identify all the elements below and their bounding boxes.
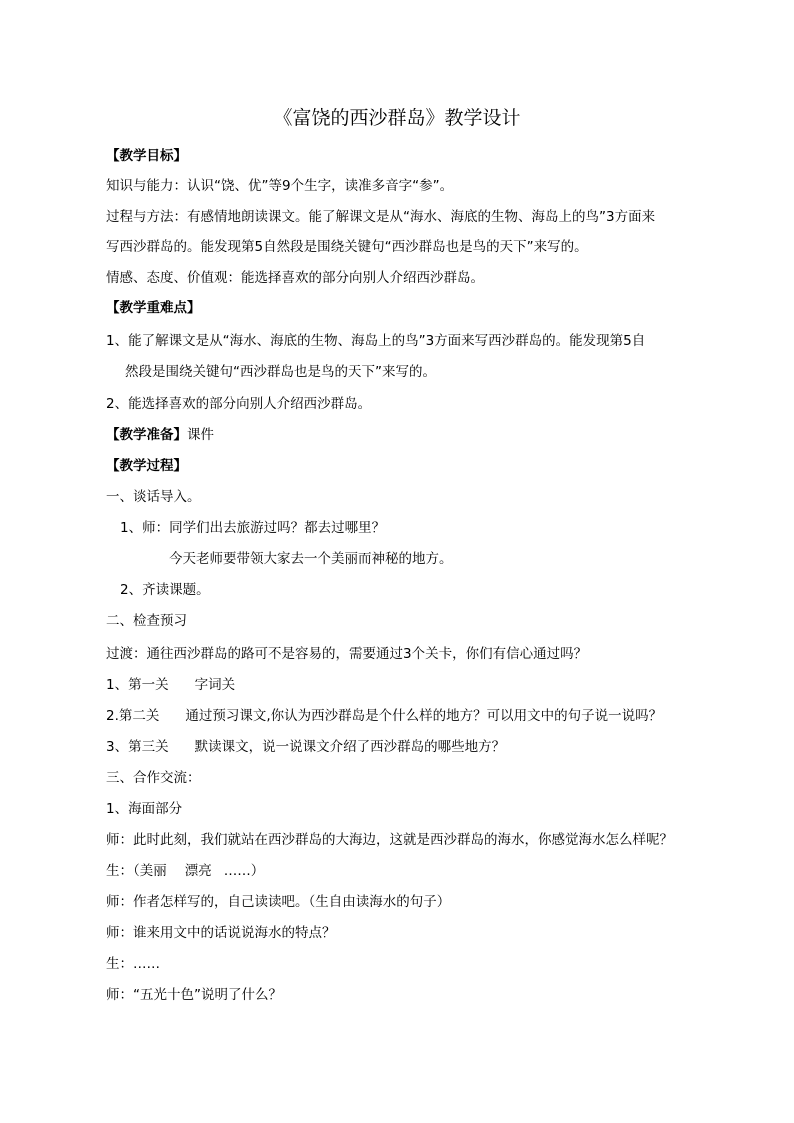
key-point-1-line-1: 1、能了解课文是从“海水、海底的生物、海岛上的鸟”3方面来写西沙群岛的。能发现第5自 bbox=[106, 333, 646, 349]
document-title: 《富饶的西沙群岛》教学设计 bbox=[273, 107, 521, 129]
gate-2-text: 通过预习课文,你认为西沙群岛是个什么样的地方？可以用文中的句子说一说吗？ bbox=[185, 708, 663, 724]
gate-1 bbox=[106, 674, 235, 696]
preparation-line bbox=[106, 424, 214, 446]
process-heading: 【教学过程】 bbox=[106, 458, 187, 474]
gate-1-label: 1、第一关 bbox=[106, 677, 169, 693]
teacher-line-1: 师：此时此刻，我们就站在西沙群岛的大海边，这就是西沙群岛的海水，你感觉海水怎么样呢？ bbox=[106, 832, 673, 848]
answer-1-prefix: 生：（美丽 bbox=[106, 863, 167, 879]
section-1-item-1-continued: 今天老师要带领大家去一个美丽而神秘的地方。 bbox=[169, 551, 453, 567]
answer-1-suffix: ……） bbox=[223, 863, 265, 879]
section-2-heading: 二、检查预习 bbox=[106, 613, 187, 629]
goal-knowledge: 知识与能力：认识“饶、优”等9个生字，读准多音字“参”。 bbox=[106, 178, 454, 194]
preparation-heading: 【教学准备】 bbox=[106, 427, 187, 443]
answer-1-middle: 漂亮 bbox=[184, 863, 212, 879]
goal-process-line-2: 写西沙群岛的。能发现第5自然段是围绕关键句“西沙群岛也是鸟的天下”来写的。 bbox=[106, 239, 588, 255]
section-3-item-1: 1、海面部分 bbox=[106, 801, 183, 817]
gate-3-text: 默读课文，说一说课文介绍了西沙群岛的哪些地方？ bbox=[194, 739, 506, 755]
goal-process-line-1: 过程与方法：有感情地朗读课文。能了解课文是从“海水、海底的生物、海岛上的鸟”3方面来 bbox=[106, 209, 656, 225]
teacher-line-3: 师：谁来用文中的话说说海水的特点？ bbox=[106, 925, 336, 941]
section-1-heading: 一、谈话导入。 bbox=[106, 489, 201, 505]
gate-2 bbox=[106, 705, 662, 727]
goal-emotion: 情感、态度、价值观：能选择喜欢的部分向别人介绍西沙群岛。 bbox=[106, 270, 484, 286]
transition-text: 过渡：通往西沙群岛的路可不是容易的，需要通过3个关卡，你们有信心通过吗？ bbox=[106, 646, 588, 662]
gate-1-text: 字词关 bbox=[194, 677, 236, 693]
section-1-item-1: 1、师：同学们出去旅游过吗？都去过哪里？ bbox=[120, 520, 386, 536]
preparation-value: 课件 bbox=[187, 427, 214, 443]
gate-2-label: 2.第二关 bbox=[106, 708, 160, 724]
gate-3-label: 3、第三关 bbox=[106, 739, 169, 755]
goals-heading: 【教学目标】 bbox=[106, 148, 187, 164]
teacher-line-4: 师：“五光十色”说明了什么？ bbox=[106, 987, 282, 1003]
teacher-line-2: 师：作者怎样写的，自己读读吧。（生自由读海水的句子） bbox=[106, 894, 451, 910]
key-points-heading: 【教学重难点】 bbox=[106, 300, 201, 316]
student-answer-1 bbox=[106, 860, 264, 882]
gate-3 bbox=[106, 736, 505, 758]
key-point-2: 2、能选择喜欢的部分向别人介绍西沙群岛。 bbox=[106, 396, 372, 412]
key-point-1-line-2: 然段是围绕关键句“西沙群岛也是鸟的天下”来写的。 bbox=[125, 364, 436, 380]
section-3-heading: 三、合作交流： bbox=[106, 770, 201, 786]
section-1-item-2: 2、齐读课题。 bbox=[120, 582, 210, 598]
student-answer-2: 生：…… bbox=[106, 956, 160, 972]
